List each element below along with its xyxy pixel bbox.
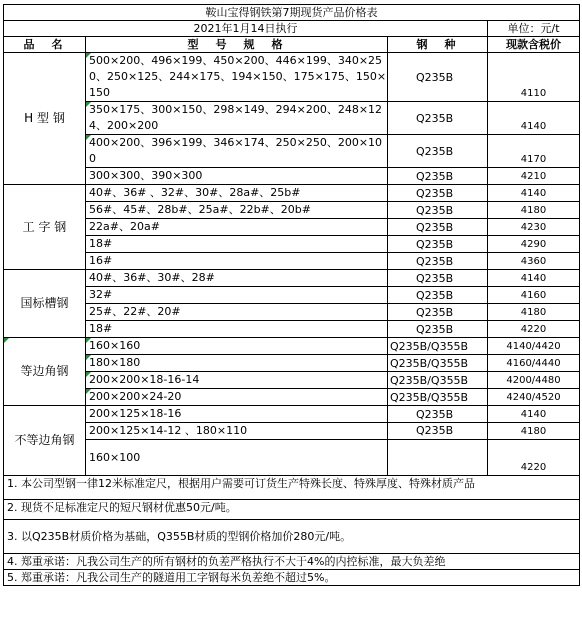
table-title: 鞍山宝得钢铁第7期现货产品价格表: [4, 5, 580, 21]
group-name-i-beam: 工 字 钢: [4, 185, 86, 270]
header-steel: 钢 种: [388, 37, 488, 53]
header-product: 品 名: [4, 37, 86, 53]
steel-grade: Q235B: [388, 185, 488, 202]
note-item: 4. 郑重承诺：凡我公司生产的所有钢材的负差严格执行不大于4%的内控标准，最大负差绝: [4, 554, 580, 570]
header-price: 现款含税价: [488, 37, 580, 53]
steel-grade: Q235B: [388, 168, 488, 185]
price-cell: 4180: [488, 304, 580, 321]
steel-grade: Q235B/Q355B: [388, 372, 488, 389]
price-cell: 4140: [488, 102, 580, 135]
price-cell: 4140: [488, 270, 580, 287]
group-name-channel: 国标槽钢: [4, 270, 86, 338]
spec-cell: 25#、22#、20#: [86, 304, 388, 321]
price-table: [3, 4, 580, 586]
price-cell: 4290: [488, 236, 580, 253]
spec-cell: 300×300、390×300: [86, 168, 388, 185]
note-item: 1. 本公司型钢一律12米标准定尺，根据用户需要可订货生产特殊长度、特殊厚度、特殊材质产品: [4, 476, 580, 500]
price-cell: 4360: [488, 253, 580, 270]
steel-grade: Q235B: [388, 304, 488, 321]
price-cell: 4220: [488, 321, 580, 338]
spec-cell: 18#: [86, 236, 388, 253]
steel-grade: Q235B: [388, 135, 488, 168]
group-name-equal-angle: 等边角钢: [4, 338, 86, 406]
note-item: 2. 现货不足标准定尺的短尺钢材优惠50元/吨。: [4, 500, 580, 520]
group-name-h-beam: H 型 钢: [4, 53, 86, 185]
spec-cell: 500×200、496×199、450×200、446×199、340×250、250×125、244×175、194×150、175×175、150×150: [86, 53, 388, 102]
spec-cell: 200×200×18-16-14: [86, 372, 388, 389]
header-spec: 型 号 规 格: [86, 37, 388, 53]
price-cell: 4140/4420: [488, 338, 580, 355]
spec-cell: 400×200、396×199、346×174、250×250、200×100: [86, 135, 388, 168]
spec-cell: 200×200×24-20: [86, 389, 388, 406]
date-line: 2021年1月14日执行: [4, 21, 488, 37]
steel-grade: Q235B: [388, 321, 488, 338]
price-cell: 4220: [488, 440, 580, 476]
steel-grade: Q235B: [388, 270, 488, 287]
spec-cell: 200×125×18-16: [86, 406, 388, 423]
note-item: 3. 以Q235B材质价格为基础，Q355B材质的型钢价格加价280元/吨。: [4, 520, 580, 554]
spec-cell: 40#、36# 、32#、30#、28a#、25b#: [86, 185, 388, 202]
steel-grade: Q235B/Q355B: [388, 389, 488, 406]
spec-cell: 22a#、20a#: [86, 219, 388, 236]
spec-cell: 160×160: [86, 338, 388, 355]
unit-label: 单位：元/t: [488, 21, 580, 37]
spec-cell: 32#: [86, 287, 388, 304]
price-cell: 4160: [488, 287, 580, 304]
steel-grade: Q235B: [388, 236, 488, 253]
spec-cell: 200×125×14-12 、180×110: [86, 423, 388, 440]
steel-grade: Q235B: [388, 406, 488, 423]
steel-grade: Q235B: [388, 102, 488, 135]
spec-cell: 40#、36#、30#、28#: [86, 270, 388, 287]
price-cell: 4210: [488, 168, 580, 185]
spec-cell: 350×175、300×150、298×149、294×200、248×124、200×200: [86, 102, 388, 135]
steel-grade: Q235B: [388, 219, 488, 236]
price-cell: 4140: [488, 185, 580, 202]
steel-grade: Q235B: [388, 423, 488, 440]
spec-cell: 56#、45#、28b#、25a#、22b#、20b#: [86, 202, 388, 219]
price-cell: 4240/4520: [488, 389, 580, 406]
price-cell: 4160/4440: [488, 355, 580, 372]
spec-cell: 18#: [86, 321, 388, 338]
note-item: 5. 郑重承诺：凡我公司生产的隧道用工字钢每米负差绝不超过5%。: [4, 570, 580, 586]
price-cell: 4140: [488, 406, 580, 423]
steel-grade: Q235B: [388, 287, 488, 304]
spec-cell: 16#: [86, 253, 388, 270]
price-cell: 4180: [488, 202, 580, 219]
price-cell: 4180: [488, 423, 580, 440]
steel-grade: Q235B/Q355B: [388, 338, 488, 355]
steel-grade: Q235B: [388, 253, 488, 270]
steel-grade: [388, 440, 488, 476]
group-name-unequal-angle: 不等边角钢: [4, 406, 86, 476]
steel-grade: Q235B: [388, 202, 488, 219]
price-cell: 4170: [488, 135, 580, 168]
price-cell: 4200/4480: [488, 372, 580, 389]
steel-grade: Q235B: [388, 53, 488, 102]
steel-grade: Q235B/Q355B: [388, 355, 488, 372]
spec-cell: 180×180: [86, 355, 388, 372]
spec-cell: 160×100: [86, 440, 388, 476]
price-cell: 4110: [488, 53, 580, 102]
price-cell: 4230: [488, 219, 580, 236]
